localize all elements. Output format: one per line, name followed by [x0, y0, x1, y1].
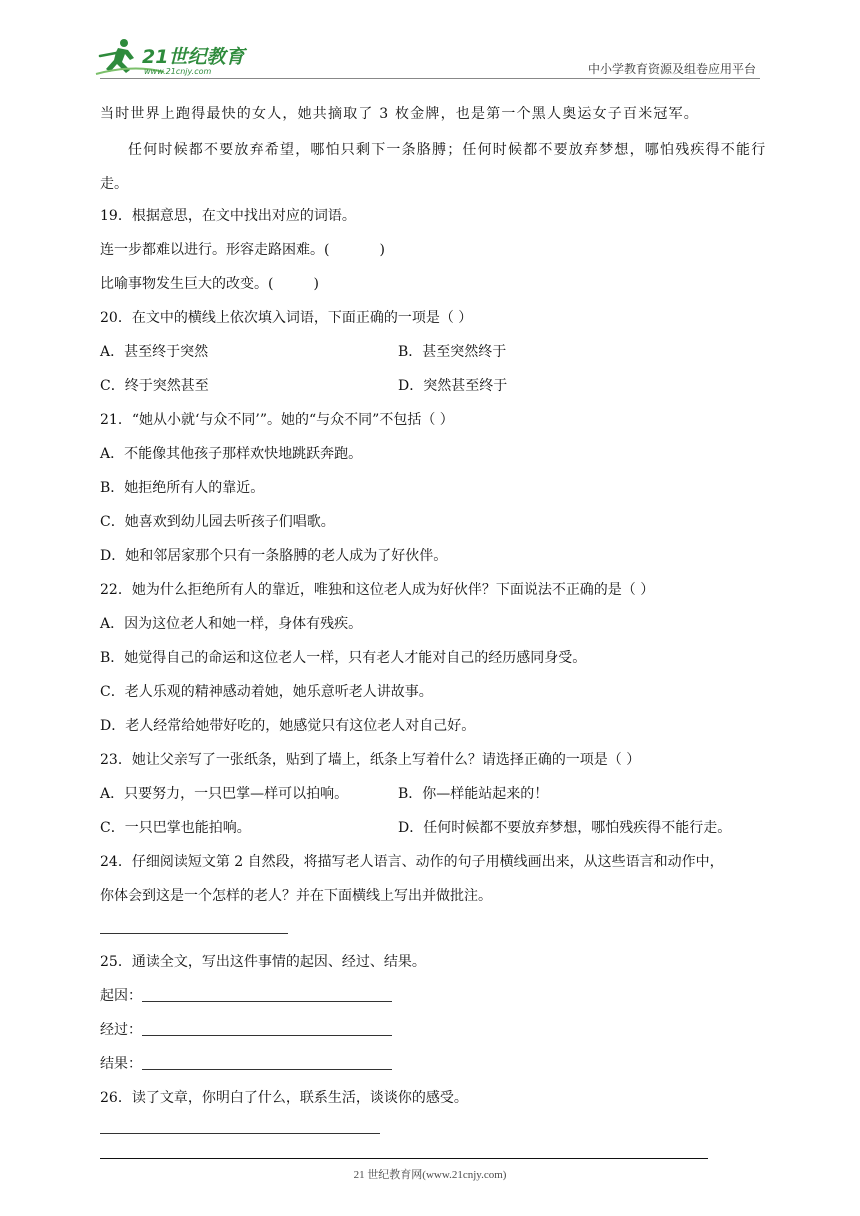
option-b[interactable]: B．她拒绝所有人的靠近。 — [100, 480, 265, 496]
option-a[interactable]: A．因为这位老人和她一样，身体有残疾。 — [100, 616, 363, 632]
option-a[interactable]: A．甚至终于突然 — [100, 344, 209, 360]
runner-logo-icon — [94, 36, 264, 78]
question-19-item: 连一步都难以进行。形容走路困难。( ) — [100, 242, 385, 258]
option-b[interactable]: B．甚至突然终于 — [398, 344, 507, 360]
option-d[interactable]: D．老人经常给她带好吃的，她感觉只有这位老人对自己好。 — [100, 718, 476, 734]
passage-line: 任何时候都不要放弃希望，哪怕只剩下一条胳膊；任何时候都不要放弃梦想，哪怕残疾得不能行 — [128, 142, 767, 158]
result-line: 结果： — [100, 1054, 392, 1074]
footer-text: 21 世纪教育网(www.21cnjy.com) — [353, 1169, 507, 1181]
question-20-stem: 20．在文中的横线上依次填入词语，下面正确的一项是（ ） — [100, 310, 473, 326]
process-answer[interactable] — [142, 1021, 392, 1036]
question-21-stem: 21．“她从小就‘与众不同’”。她的“与众不同”不包括（ ） — [100, 412, 454, 428]
question-24-stem: 你体会到这是一个怎样的老人？并在下面横线上写出并做批注。 — [100, 888, 492, 904]
option-d[interactable]: D．她和邻居家那个只有一条胳膊的老人成为了好伙伴。 — [100, 548, 448, 564]
option-d[interactable]: D．突然甚至终于 — [398, 378, 508, 394]
question-22-stem: 22．她为什么拒绝所有人的靠近，唯独和这位老人成为好伙伴？下面说法不正确的是（ ） — [100, 582, 655, 598]
footer-divider — [100, 1158, 708, 1159]
question-23-options — [100, 784, 762, 804]
question-20-options — [100, 342, 762, 362]
option-c[interactable]: C．她喜欢到幼儿园去听孩子们唱歌。 — [100, 514, 335, 530]
process-line: 经过： — [100, 1020, 392, 1040]
question-19-item: 比喻事物发生巨大的改变。( ) — [100, 276, 319, 292]
svg-text:21世纪教育: 21世纪教育 — [142, 46, 245, 68]
option-b[interactable]: B．她觉得自己的命运和这位老人一样，只有老人才能对自己的经历感同身受。 — [100, 650, 587, 666]
result-answer[interactable] — [142, 1055, 392, 1070]
passage-line: 当时世界上跑得最快的女人，她共摘取了 3 枚金牌，也是第一个黑人奥运女子百米冠军。 — [100, 106, 700, 122]
question-24-stem: 24．仔细阅读短文第 2 自然段，将描写老人语言、动作的句子用横线画出来，从这些语言和动作中， — [100, 854, 724, 870]
svg-text:www.21cnjy.com: www.21cnjy.com — [144, 67, 212, 76]
option-b[interactable]: B．你—样能站起来的！ — [398, 786, 549, 802]
option-c[interactable]: C．老人乐观的精神感动着她，她乐意听老人讲故事。 — [100, 684, 433, 700]
question-26-stem: 26．读了文章，你明白了什么，联系生活，谈谈你的感受。 — [100, 1090, 468, 1106]
option-a[interactable]: A．不能像其他孩子那样欢快地跳跃奔跑。 — [100, 446, 363, 462]
option-c[interactable]: C．一只巴掌也能拍响。 — [100, 820, 251, 836]
option-c[interactable]: C．终于突然甚至 — [100, 378, 209, 394]
logo — [94, 36, 264, 78]
question-19-stem: 19．根据意思，在文中找出对应的词语。 — [100, 208, 356, 224]
option-a[interactable]: A．只要努力，一只巴掌—样可以拍响。 — [100, 786, 349, 802]
passage-line: 走。 — [100, 176, 128, 192]
platform-name: 中小学教育资源及组卷应用平台 — [587, 62, 756, 76]
question-23-options — [100, 818, 762, 838]
header-divider — [100, 78, 760, 79]
question-23-stem: 23．她让父亲写了一张纸条，贴到了墙上，纸条上写着什么？请选择正确的一项是（ ） — [100, 752, 641, 768]
option-d[interactable]: D．任何时候都不要放弃梦想，哪怕残疾得不能行走。 — [398, 820, 732, 836]
question-25-stem: 25．通读全文，写出这件事情的起因、经过、结果。 — [100, 954, 426, 970]
answer-line[interactable] — [100, 918, 288, 938]
answer-line[interactable] — [100, 1118, 380, 1138]
cause-answer[interactable] — [142, 987, 392, 1002]
question-20-options — [100, 376, 762, 396]
cause-line: 起因： — [100, 986, 392, 1006]
